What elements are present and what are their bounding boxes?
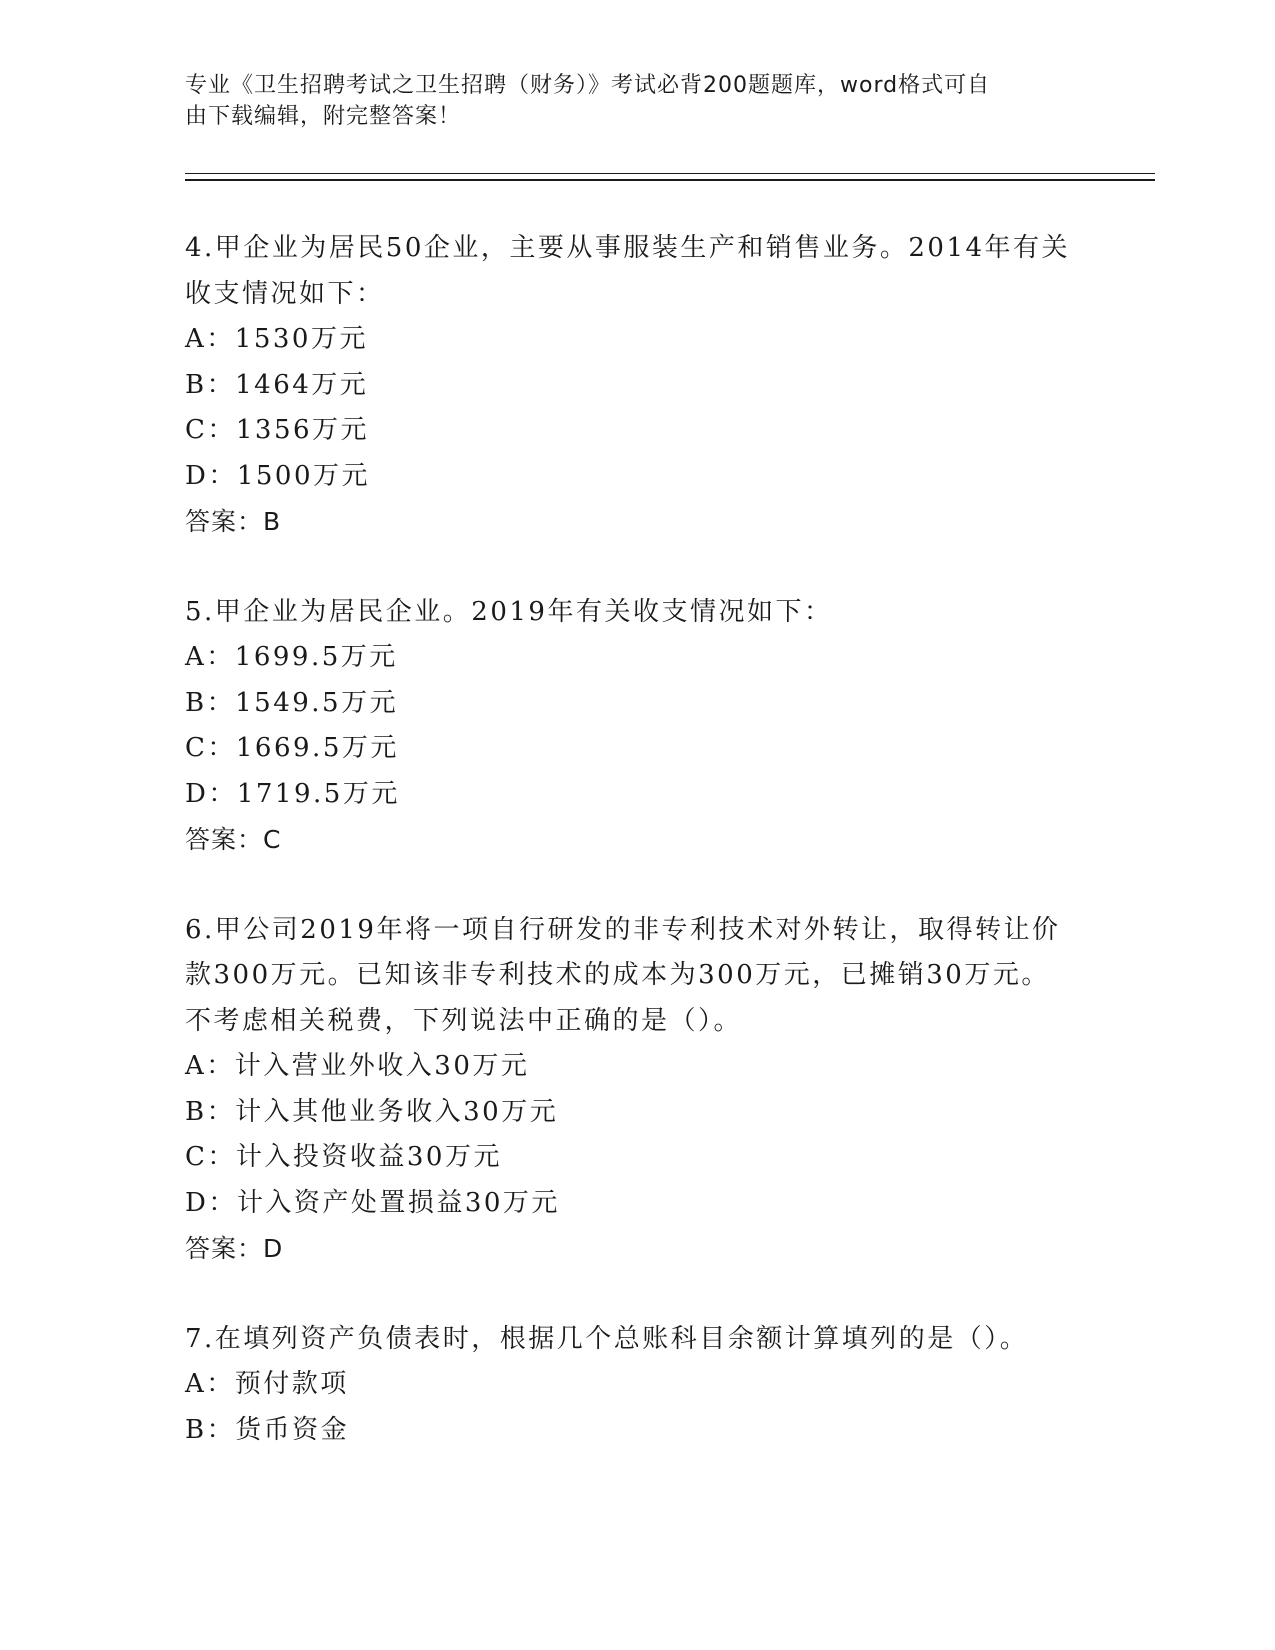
question-stem: 6.甲公司2019年将一项自行研发的非专利技术对外转让，取得转让价: [185, 914, 1061, 945]
option-b: B：1549.5万元: [185, 687, 399, 718]
option-b: B：1464万元: [185, 369, 369, 400]
question-4: [185, 226, 1085, 545]
question-stem: 7.在填列资产负债表时，根据几个总账科目余额计算填列的是（）。: [185, 1323, 1029, 1354]
answer-key: 答案：B: [185, 507, 282, 536]
option-d: D：1719.5万元: [185, 778, 400, 809]
option-c: C：1669.5万元: [185, 733, 399, 763]
header-divider-thick: [185, 179, 1155, 181]
header-line: 由下载编辑，附完整答案！: [185, 104, 462, 129]
question-list: [185, 226, 1085, 1498]
question-stem: 收支情况如下：: [185, 278, 385, 309]
option-b: B：计入其他业务收入30万元: [185, 1096, 559, 1127]
option-d: D：计入资产处置损益30万元: [185, 1187, 560, 1218]
question-stem: 4.甲企业为居民50企业，主要从事服装生产和销售业务。2014年有关: [185, 233, 1071, 263]
header-line: 专业《卫生招聘考试之卫生招聘（财务）》考试必背200题题库，word格式可自: [185, 73, 991, 98]
option-a: A：1699.5万元: [185, 642, 398, 672]
question-stem: 款300万元。已知该非专利技术的成本为300万元，已摊销30万元。: [185, 960, 1050, 990]
question-6: [185, 908, 1085, 1272]
answer-key: 答案：D: [185, 1234, 284, 1263]
option-c: C：1356万元: [185, 415, 370, 445]
option-a: A：预付款项: [185, 1369, 349, 1399]
question-stem: 5.甲企业为居民企业。2019年有关收支情况如下：: [185, 596, 833, 627]
option-b: B：货币资金: [185, 1414, 350, 1445]
question-5: [185, 590, 1085, 863]
question-7: [185, 1317, 1085, 1454]
option-a: A：1530万元: [185, 324, 368, 354]
header-divider-thin: [185, 173, 1155, 174]
option-c: C：计入投资收益30万元: [185, 1142, 502, 1172]
option-a: A：计入营业外收入30万元: [185, 1051, 530, 1081]
answer-key: 答案：C: [185, 825, 282, 854]
option-d: D：1500万元: [185, 460, 371, 491]
document-header: [185, 70, 1085, 132]
question-stem: 不考虑相关税费，下列说法中正确的是（）。: [185, 1005, 743, 1036]
